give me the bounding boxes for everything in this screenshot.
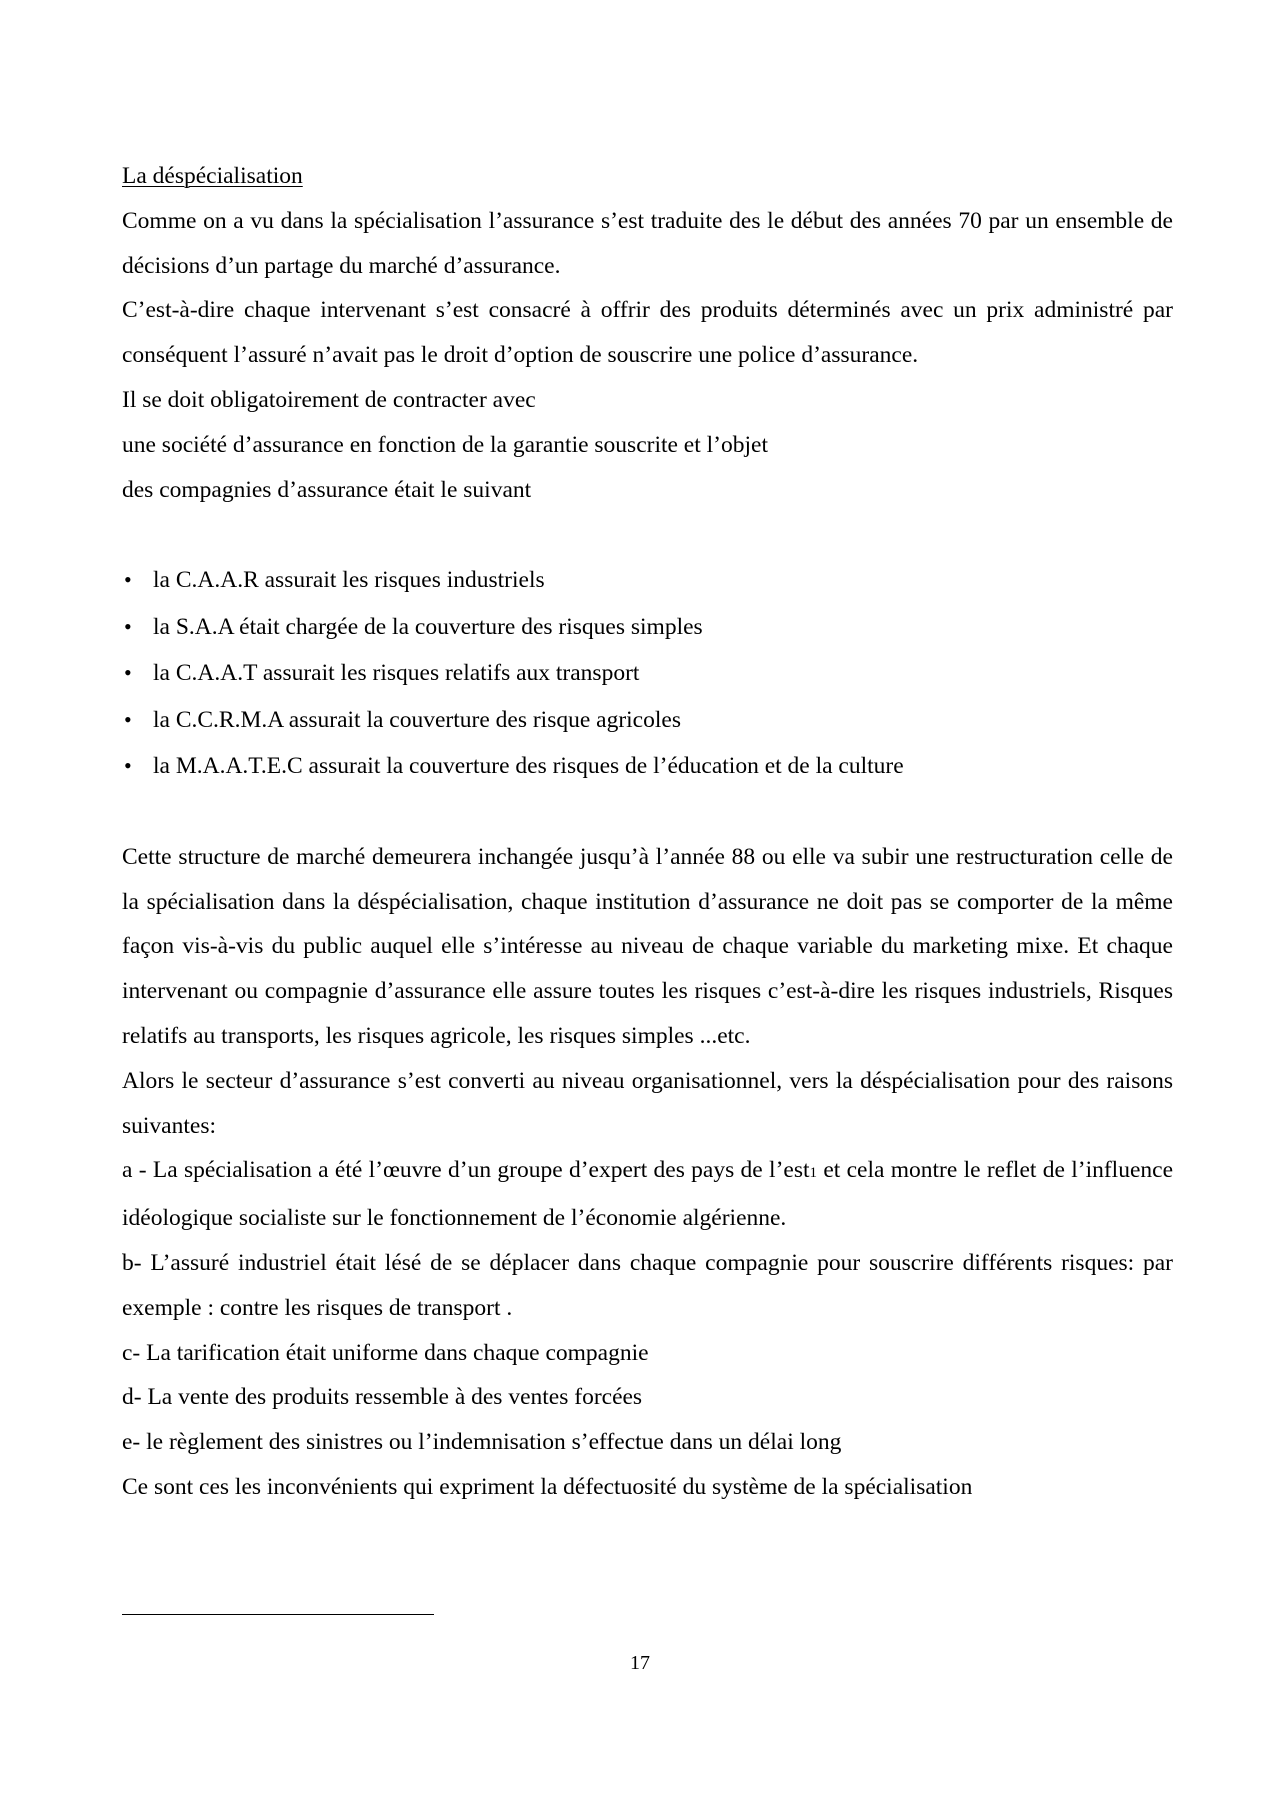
list-item	[122, 650, 1173, 697]
intro-paragraph-2: C’est-à-dire chaque intervenant s’est consacré à offrir des produits déterminés avec un prix administré par conséquent l’assuré n’avait pas le droit d’option de souscrire une police d’assurance.	[122, 297, 1173, 369]
reason-e: e- le règlement des sinistres ou l’indemnisation s’effectue dans un délai long	[122, 1429, 842, 1456]
reason-c: c- La tarification était uniforme dans chaque compagnie	[122, 1339, 649, 1366]
intro-line-3: Il se doit obligatoirement de contracter avec	[122, 386, 536, 413]
list-item	[122, 604, 1173, 651]
intro-paragraph-1: Comme on a vu dans la spécialisation l’assurance s’est traduite des le début des années 70 par un ensemble de décisions d’un partage du marché d’assurance.	[122, 207, 1173, 279]
section-heading: La déspécialisation	[122, 163, 303, 189]
list-item-text: la C.A.A.R assurait les risques industriels	[153, 567, 545, 594]
body-paragraph-1: Cette structure de marché demeurera inchangée jusqu’à l’année 88 ou elle va subir une restructuration celle de la spécialisation dans la déspécialisation, chaque institution d’assurance ne doit pas se comporter de la même façon vis-à-vis du public auquel elle s’intéresse au niveau de chaque variable du marketing mixe. Et chaque intervenant ou compagnie d’assurance elle assure toutes les risques c’est-à-dire les risques industriels, Risques relatifs au transports, les risques agricole, les risques simples ...etc.	[122, 843, 1173, 1050]
reason-a	[122, 1148, 1173, 1241]
list-item	[122, 557, 1173, 604]
list-item	[122, 697, 1173, 744]
page-number: 17	[630, 1652, 650, 1674]
reason-d: d- La vente des produits ressemble à des ventes forcées	[122, 1384, 643, 1411]
reason-a-text: a - La spécialisation a été l’œuvre d’un groupe d’expert des pays de l’est	[122, 1157, 810, 1184]
bullet-icon: •	[124, 567, 132, 593]
footnote-separator	[122, 1614, 434, 1615]
conclusion: Ce sont ces les inconvénients qui expriment la défectuosité du système de la spécialisation	[122, 1474, 973, 1501]
list-item	[122, 743, 1173, 790]
list-item-text: la S.A.A était chargée de la couverture des risques simples	[153, 613, 703, 640]
list-item-text: la C.A.A.T assurait les risques relatifs aux transport	[153, 660, 640, 687]
list-item-text: la M.A.A.T.E.C assurait la couverture des risques de l’éducation et de la culture	[153, 753, 904, 780]
intro-line-5: des compagnies d’assurance était le suivant	[122, 476, 532, 503]
bullet-icon: •	[124, 613, 132, 639]
intro-line-4: une société d’assurance en fonction de la garantie souscrite et l’objet	[122, 431, 768, 458]
document-body	[122, 154, 1173, 1510]
spacer	[122, 512, 1173, 557]
bullet-icon: •	[124, 753, 132, 779]
bullet-icon: •	[124, 706, 132, 732]
list-item-text: la C.C.R.M.A assurait la couverture des risque agricoles	[153, 706, 681, 733]
spacer	[122, 790, 1173, 835]
company-list	[122, 557, 1173, 790]
reason-b: b- L’assuré industriel était lésé de se déplacer dans chaque compagnie pour souscrire différents risques: par exemple : contre les risques de transport .	[122, 1250, 1173, 1321]
body-paragraph-2: Alors le secteur d’assurance s’est converti au niveau organisationnel, vers la déspécialisation pour des raisons suivantes:	[122, 1067, 1173, 1139]
footnote-reference[interactable]: 1	[809, 1165, 818, 1182]
reason-a-text-continued: et cela montre le reflet de l’influence idéologique socialiste sur le fonctionnement de l’économie algérienne.	[122, 1157, 1173, 1232]
bullet-icon: •	[124, 660, 132, 686]
